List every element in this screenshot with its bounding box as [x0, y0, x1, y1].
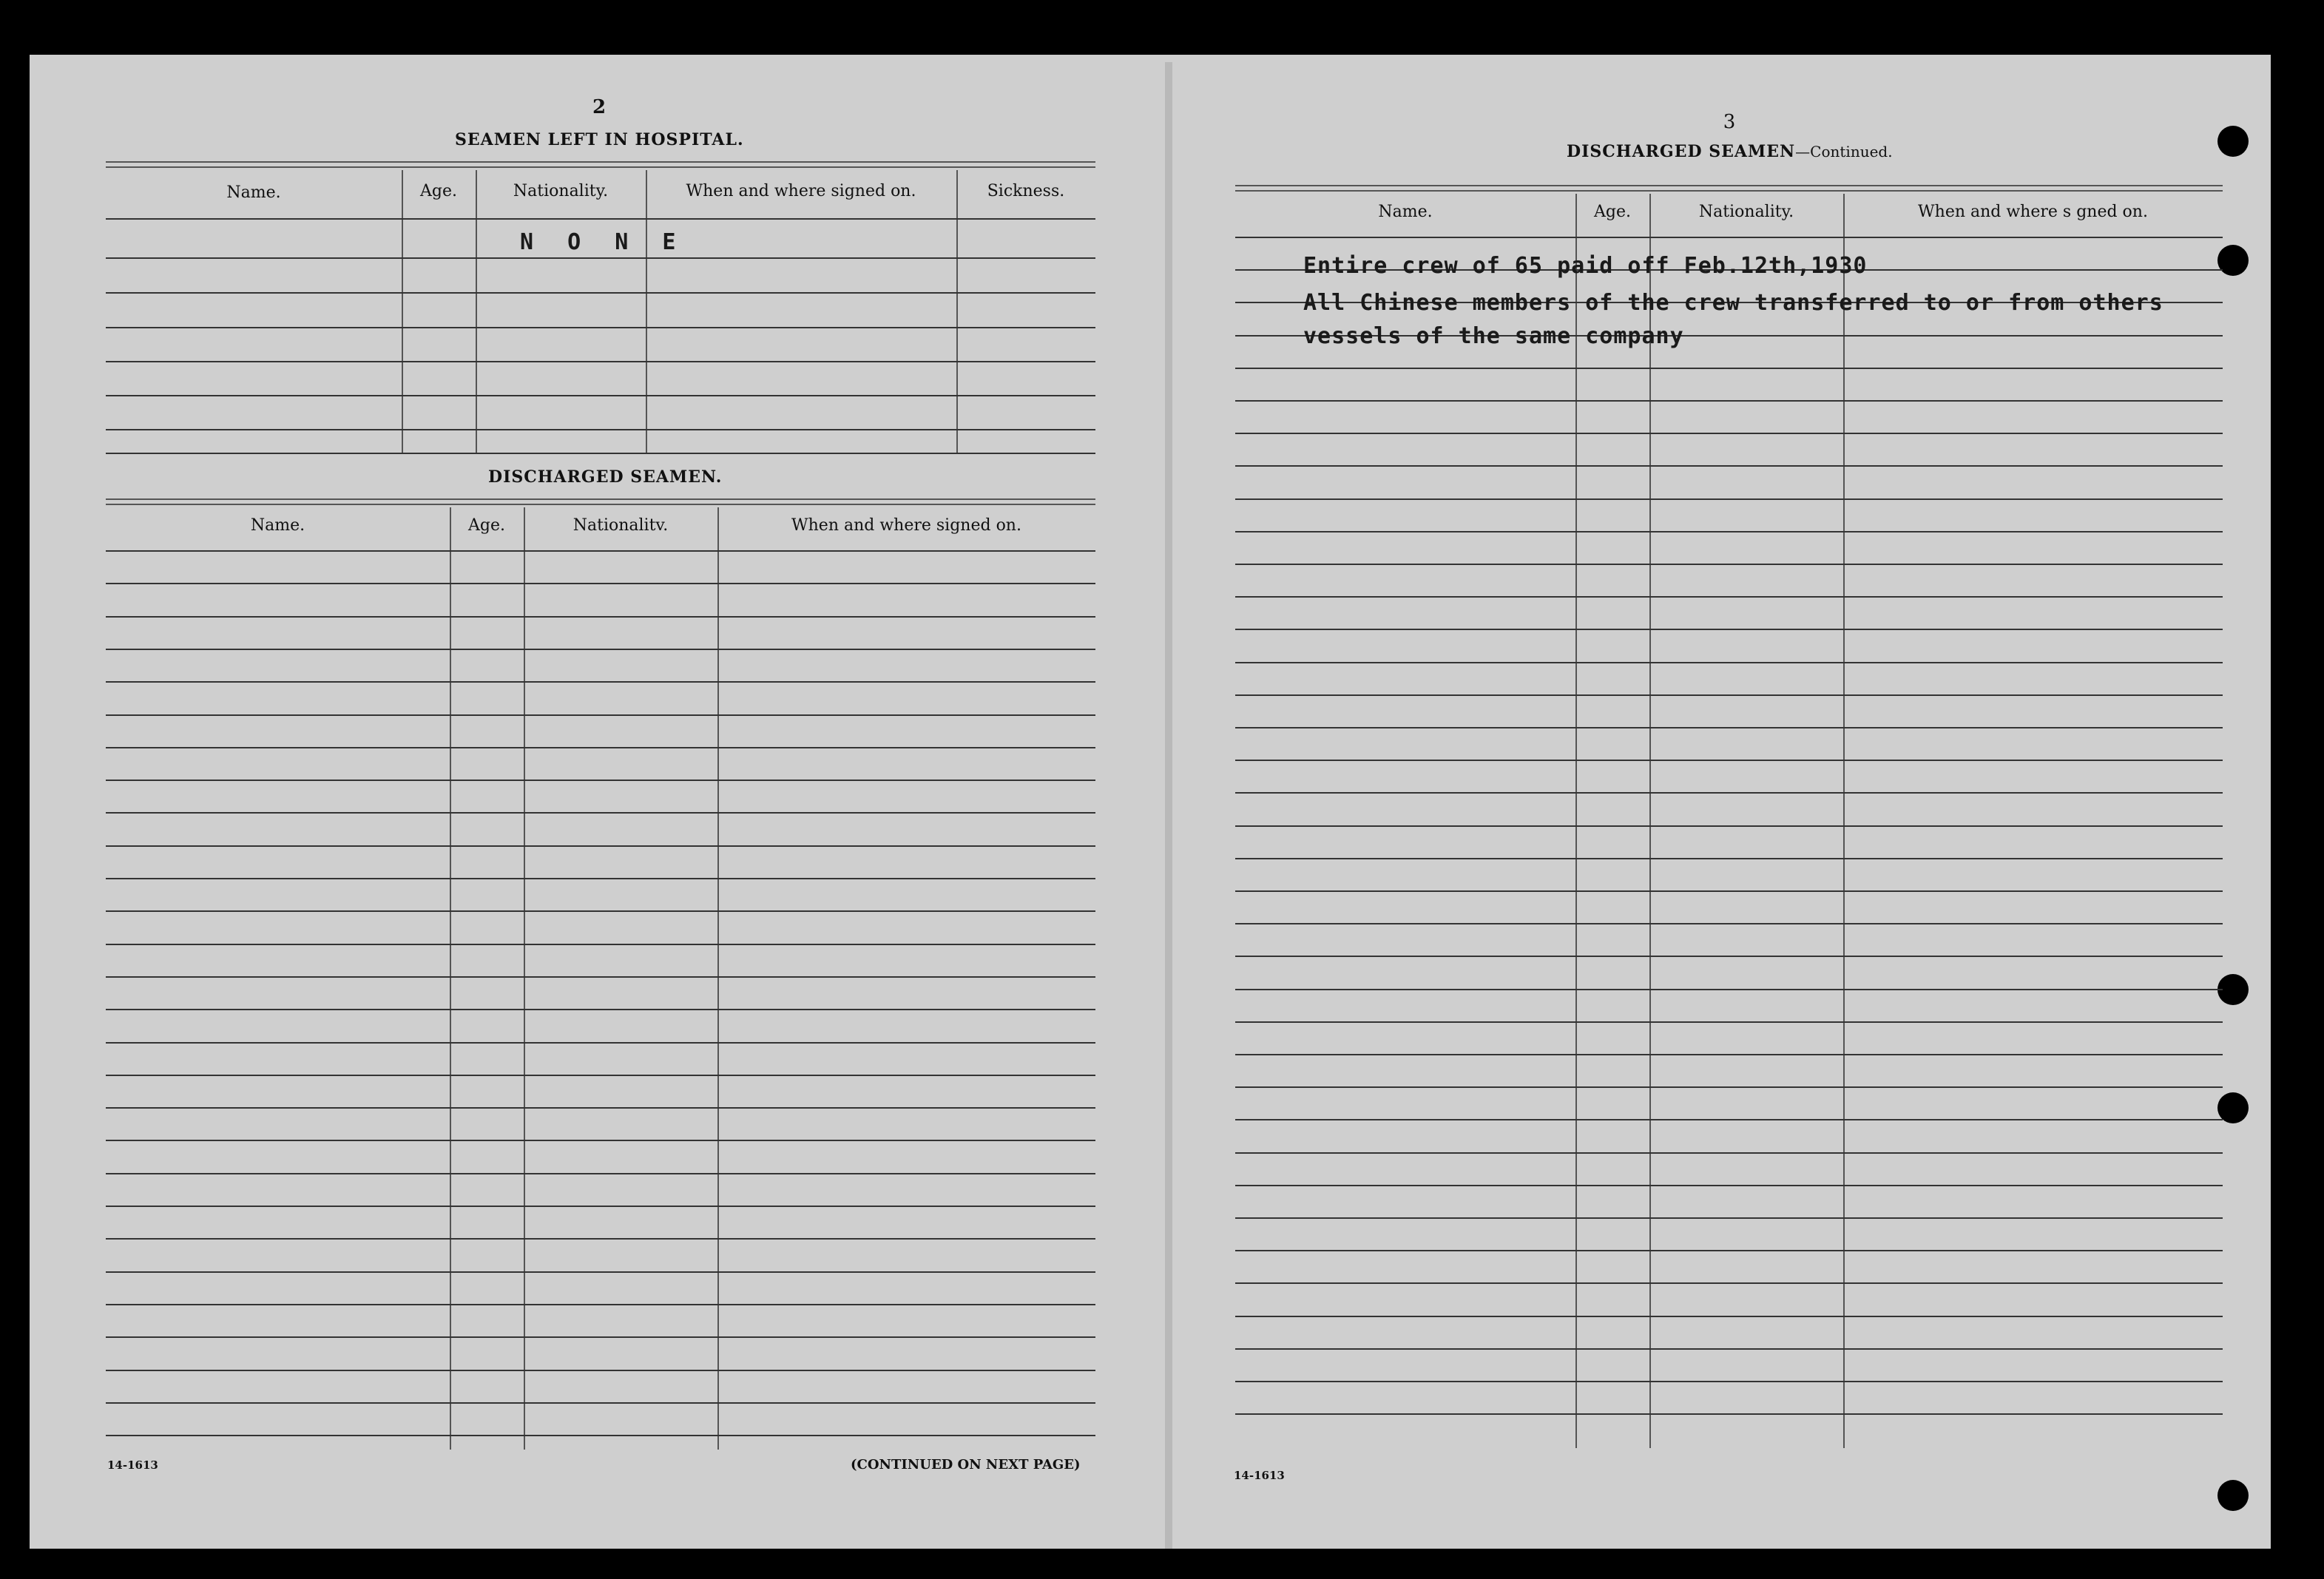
ruled-row-line: [1235, 662, 2223, 663]
ruled-row-line: [106, 1271, 1095, 1273]
ruled-row-line: [1235, 989, 2223, 990]
ruled-row-line: [1235, 825, 2223, 827]
discharged-section-title: DISCHARGED SEAMEN.: [488, 467, 723, 487]
right-form-number: 14-1613: [1234, 1469, 1285, 1482]
ruled-row-line: [1235, 923, 2223, 924]
col-header-sickness: Sickness.: [987, 182, 1065, 200]
binder-hole: [2217, 1480, 2249, 1511]
ruled-row-line: [1235, 1381, 2223, 1382]
ruled-row-line: [1235, 890, 2223, 892]
col-header-name: Name.: [250, 516, 305, 535]
ruled-row-line: [106, 1304, 1095, 1305]
ruled-row-line: [1235, 531, 2223, 532]
ruled-row-line: [1235, 1054, 2223, 1055]
col-header-name: Name.: [226, 183, 281, 202]
ruled-row-line: [1235, 1152, 2223, 1154]
ruled-row-line: [106, 780, 1095, 781]
ruled-row-line: [106, 976, 1095, 978]
ruled-row-line: [106, 910, 1095, 912]
ruled-row-line: [1235, 858, 2223, 859]
col-header-age: Age.: [420, 182, 457, 200]
right-page-number: 3: [1723, 111, 1736, 133]
ruled-row-line: [1235, 433, 2223, 434]
ruled-row-line: [106, 1009, 1095, 1010]
col-header-name: Name.: [1378, 203, 1433, 221]
ruled-row-line: [1235, 400, 2223, 402]
ruled-row-line: [1235, 1185, 2223, 1186]
ruled-row-line: [1235, 1282, 2223, 1284]
ruled-row-line: [106, 1173, 1095, 1174]
ruled-row-line: [106, 681, 1095, 683]
col-header-nationality: Nationality.: [513, 182, 609, 200]
left-form-number: 14-1613: [107, 1458, 158, 1472]
ruled-row-line: [106, 1238, 1095, 1240]
continued-note: (CONTINUED ON NEXT PAGE): [851, 1457, 1081, 1473]
ruled-row-line: [106, 878, 1095, 879]
ruled-row-line: [106, 714, 1095, 716]
ruled-row-line: [106, 616, 1095, 618]
ruled-row-line: [106, 1206, 1095, 1207]
ruled-row-line: [1235, 760, 2223, 761]
ruled-row-line: [106, 1075, 1095, 1076]
ruled-row-line: [1235, 1217, 2223, 1219]
ruled-row-line: [106, 550, 1095, 552]
ruled-row-line: [1235, 956, 2223, 957]
ruled-row-line: [106, 944, 1095, 945]
ruled-row-line: [106, 1435, 1095, 1436]
ruled-row-line: [1235, 1316, 2223, 1317]
col-header-age: Age.: [468, 516, 505, 535]
ruled-row-line: [106, 1336, 1095, 1338]
typed-entry-line-2: All Chinese members of the crew transferred to or from others: [1303, 290, 2163, 316]
right-section-title-suffix: —Continued.: [1795, 143, 1893, 160]
binder-hole: [2217, 126, 2249, 157]
discharged-table-right: [1235, 185, 2223, 1448]
ruled-row-line: [1235, 694, 2223, 696]
ruled-row-line: [106, 845, 1095, 847]
ruled-row-line: [1235, 727, 2223, 728]
ruled-row-line: [1235, 792, 2223, 794]
ruled-row-line: [1235, 1348, 2223, 1350]
ruled-row-line: [106, 1140, 1095, 1141]
ruled-row-line: [106, 1370, 1095, 1371]
ruled-row-line: [106, 1402, 1095, 1404]
ruled-row-line: [1235, 465, 2223, 467]
left-page-number: 2: [592, 96, 607, 118]
col-header-signed-on: When and where signed on.: [686, 182, 916, 200]
discharged-table-left: [106, 498, 1095, 1450]
right-section-title-main: DISCHARGED SEAMEN: [1567, 142, 1796, 161]
ruled-row-line: [106, 649, 1095, 650]
hospital-entry-none: N O N E: [520, 229, 686, 255]
ruled-row-line: [1235, 629, 2223, 630]
right-section-title: [1567, 142, 1893, 161]
hospital-section-title: SEAMEN LEFT IN HOSPITAL.: [455, 130, 744, 149]
ruled-row-line: [1235, 1021, 2223, 1023]
typed-entry-line-1: Entire crew of 65 paid off Feb.12th,1930: [1303, 253, 1868, 279]
ruled-row-line: [1235, 368, 2223, 369]
col-header-nationality: Nationalitv.: [572, 516, 669, 535]
col-header-age: Age.: [1594, 203, 1631, 221]
ruled-row-line: [106, 1042, 1095, 1044]
ruled-row-line: [1235, 1250, 2223, 1251]
ruled-row-line: [106, 583, 1095, 584]
typed-entry-line-3: vessels of the same company: [1303, 323, 1684, 349]
col-header-signed-on: When and where signed on.: [791, 516, 1021, 535]
ruled-row-line: [1235, 1086, 2223, 1088]
col-header-nationality: Nationality.: [1698, 203, 1794, 221]
ruled-row-line: [106, 1107, 1095, 1109]
page-fold: [1165, 62, 1172, 1549]
hospital-table: [106, 161, 1095, 454]
ruled-row-line: [1235, 596, 2223, 598]
ruled-row-line: [1235, 1413, 2223, 1415]
ruled-row-line: [1235, 237, 2223, 238]
ruled-row-line: [1235, 1119, 2223, 1120]
ruled-row-line: [1235, 564, 2223, 565]
ruled-row-line: [1235, 498, 2223, 500]
ruled-row-line: [106, 747, 1095, 748]
col-header-signed-on: When and where s gned on.: [1918, 203, 2148, 221]
ruled-row-line: [106, 812, 1095, 814]
